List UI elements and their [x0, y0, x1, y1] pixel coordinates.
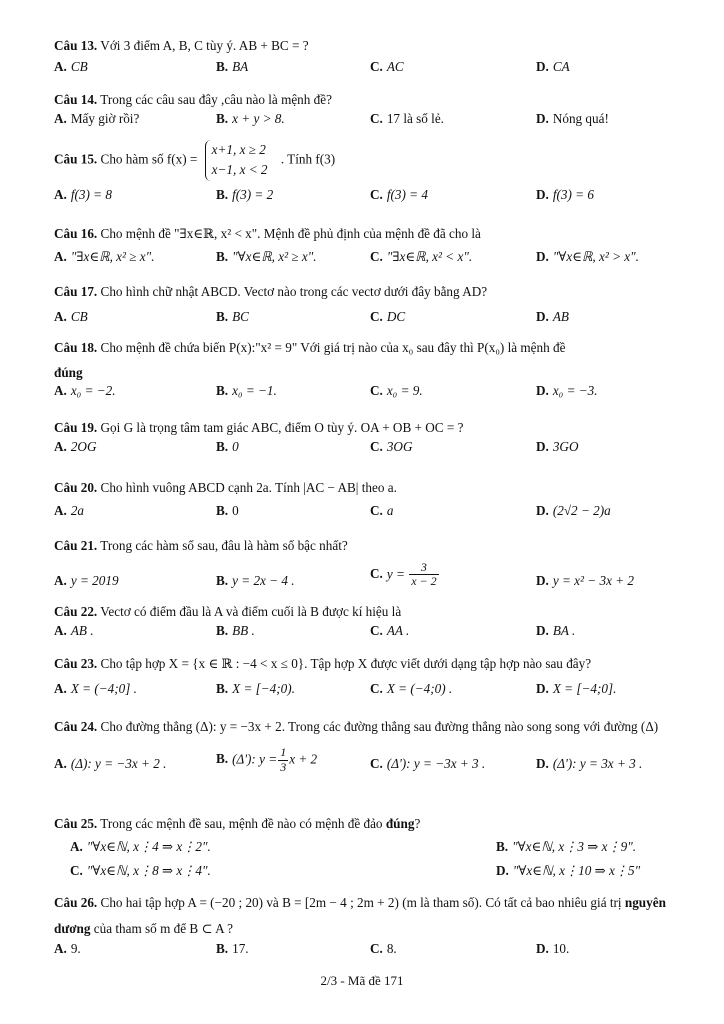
- question-text: Cho tập hợp X = {x ∈ ℝ : −4 < x ≤ 0}. Tập hợp X được viết dưới dạng tập hợp nào sau đây?: [100, 656, 592, 671]
- question-17: [54, 284, 674, 329]
- option-b[interactable]: B. BB .: [216, 622, 255, 638]
- option-c[interactable]: C. 17 là số lẻ.: [370, 110, 444, 126]
- question-number: Câu 15.: [54, 151, 98, 167]
- option-a[interactable]: A. CB: [54, 58, 88, 74]
- option-c[interactable]: C. f(3) = 4: [370, 186, 428, 202]
- option-a[interactable]: A. "∃x∈ℝ, x² ≥ x".: [54, 248, 155, 264]
- option-a[interactable]: A. X = (−4;0] .: [54, 680, 137, 696]
- question-16: [54, 226, 674, 269]
- option-a[interactable]: A. 2OG: [54, 438, 97, 454]
- question-number: Câu 13.: [54, 38, 98, 53]
- answer-options: [54, 309, 674, 329]
- option-c[interactable]: C. (Δ'): y = −3x + 3 .: [370, 755, 486, 771]
- question-text: Trong các hàm số sau, đâu là hàm số bậc nhất?: [100, 538, 348, 553]
- option-b[interactable]: B. (Δ'): y = $\frac{1}{3}$ x + 2: [216, 744, 318, 774]
- option-b[interactable]: B. y = 2x − 4 .: [216, 572, 295, 588]
- answer-options: [54, 59, 674, 79]
- question-text: Cho hình vuông ABCD cạnh 2a. Tính |AC − AB| theo a.: [100, 480, 397, 495]
- question-14: [54, 92, 674, 131]
- question-25: Câu 25. Trong các mệnh đề sau, mệnh đề nào có mệnh đề đảo đúng? A. "∀x∈ℕ, x⋮4 ⇒ x⋮2". B. "∀x∈ℕ, x⋮3 ⇒ x⋮9". C. "∀x∈ℕ, x⋮8 ⇒ x⋮4". D. "∀x∈ℕ, x⋮10 ⇒ x⋮5": [54, 816, 674, 883]
- question-24: [54, 714, 674, 780]
- question-number: Câu 21.: [54, 538, 98, 553]
- option-a[interactable]: A. f(3) = 8: [54, 186, 112, 202]
- option-c[interactable]: C. a: [370, 502, 394, 518]
- answer-options: [54, 187, 674, 207]
- question-text: Vectơ có điểm đầu là A và điểm cuối là B được kí hiệu là: [100, 604, 402, 619]
- question-number: Câu 23.: [54, 656, 98, 671]
- question-text: Trong các mệnh đề sau, mệnh đề nào có mệnh đề đảo: [100, 816, 383, 831]
- question-text: Gọi G là trọng tâm tam giác ABC, điểm O tùy ý. OA + OB + OC = ?: [100, 420, 464, 435]
- question-13: [54, 38, 674, 79]
- answer-options: [54, 941, 674, 961]
- option-d[interactable]: D. "∀x∈ℝ, x² > x".: [536, 248, 639, 264]
- question-number: Câu 19.: [54, 420, 98, 435]
- question-19: [54, 420, 674, 459]
- question-20: [54, 480, 674, 523]
- answer-options-row-2: [54, 863, 674, 883]
- answer-options: [54, 503, 674, 523]
- option-d[interactable]: D. AB: [536, 308, 569, 324]
- question-number: Câu 24.: [54, 719, 98, 734]
- question-number: Câu 25.: [54, 816, 98, 831]
- answer-options: [54, 111, 674, 131]
- option-b[interactable]: B. 17.: [216, 941, 249, 957]
- option-d[interactable]: D. (Δ'): y = 3x + 3 .: [536, 755, 643, 771]
- option-d[interactable]: D. 10.: [536, 941, 570, 957]
- option-d[interactable]: D. 3GO: [536, 438, 579, 454]
- page-footer: 2/3 - Mã đề 171: [320, 973, 404, 988]
- fraction: $\frac{1}{3}$: [280, 744, 287, 774]
- answer-options: [54, 681, 674, 701]
- option-b[interactable]: B. f(3) = 2: [216, 186, 274, 202]
- option-b[interactable]: B. x + y > 8.: [216, 110, 285, 126]
- option-b[interactable]: B. "∀x∈ℕ, x⋮3 ⇒ x⋮9".: [496, 838, 637, 854]
- question-23: [54, 656, 674, 701]
- option-a[interactable]: A. x₀ = −2.: [54, 383, 116, 398]
- answer-options: [54, 439, 674, 459]
- option-d[interactable]: D. BA .: [536, 622, 576, 638]
- option-b[interactable]: B. BA: [216, 58, 249, 74]
- option-d[interactable]: D. "∀x∈ℕ, x⋮10 ⇒ x⋮5": [496, 862, 641, 878]
- question-number: Câu 16.: [54, 226, 98, 241]
- option-c[interactable]: C. "∃x∈ℝ, x² < x".: [370, 248, 473, 264]
- option-d[interactable]: D. Nóng quá!: [536, 110, 609, 126]
- answer-options: [54, 559, 674, 595]
- option-b[interactable]: B. 0: [216, 502, 239, 518]
- question-text: Cho mệnh đề "∃x∈ℝ, x² < x". Mệnh đề phủ định của mệnh đề đã cho là: [100, 226, 481, 241]
- option-a[interactable]: A. Mấy giờ rồi?: [54, 110, 140, 126]
- question-number: Câu 26.: [54, 895, 98, 910]
- option-c[interactable]: C. 8.: [370, 941, 397, 957]
- question-text: Cho hai tập hợp A = (−20 ; 20) và B = [2m − 4 ; 2m + 2) (m là tham số). Có tất cả bao nhiêu giá trị: [100, 895, 622, 910]
- answer-options: [54, 623, 674, 643]
- question-number: Câu 18.: [54, 340, 98, 355]
- question-21: [54, 538, 674, 595]
- option-c[interactable]: C. "∀x∈ℕ, x⋮8 ⇒ x⋮4".: [70, 862, 211, 878]
- option-d[interactable]: D. f(3) = 6: [536, 186, 594, 202]
- option-b[interactable]: B. x₀ = −1.: [216, 383, 277, 398]
- option-c[interactable]: C. AA .: [370, 622, 410, 638]
- option-b[interactable]: B. "∀x∈ℝ, x² ≥ x".: [216, 248, 317, 264]
- question-number: Câu 17.: [54, 284, 98, 299]
- question-number: Câu 14.: [54, 92, 98, 107]
- fraction: $\frac{3}{x - 2}$: [411, 559, 437, 589]
- question-22: [54, 604, 674, 643]
- question-15: Câu 15. Cho hàm số f(x) = x+1, x ≥ 2 x−1, x < 2 . Tính f(3) A. f(3) = 8 B. f(3) = 2 C. f(3) = 4 D. f(3) = 6: [54, 140, 674, 207]
- option-a[interactable]: A. y = 2019: [54, 572, 119, 588]
- option-c[interactable]: C. X = (−4;0) .: [370, 680, 453, 696]
- question-text-bold: đúng: [54, 364, 83, 380]
- option-c[interactable]: C. y = $\frac{3}{x - 2}$: [370, 559, 437, 589]
- question-text: Cho mệnh đề chứa biến P(x):"x² = 9" Với giá trị nào của x₀ sau đây thì P(x₀) là mệnh đề: [100, 340, 566, 355]
- option-a[interactable]: A. 9.: [54, 941, 81, 957]
- answer-options: [54, 744, 674, 780]
- question-text: Với 3 điểm A, B, C tùy ý. AB + BC = ?: [100, 38, 309, 53]
- question-number: Câu 22.: [54, 604, 98, 619]
- option-b[interactable]: B. X = [−4;0).: [216, 680, 295, 696]
- option-c[interactable]: C. 3OG: [370, 438, 413, 454]
- option-c[interactable]: C. x₀ = 9.: [370, 383, 423, 398]
- question-text: Trong các câu sau đây ,câu nào là mệnh đề?: [100, 92, 332, 107]
- answer-options: [54, 249, 674, 269]
- piecewise-function: x+1, x ≥ 2 x−1, x < 2: [205, 140, 274, 181]
- option-b[interactable]: B. 0: [216, 438, 239, 454]
- question-18: [54, 340, 674, 403]
- option-a[interactable]: A. CB: [54, 308, 88, 324]
- option-d[interactable]: D. y = x² − 3x + 2: [536, 572, 635, 588]
- question-26: Câu 26. Cho hai tập hợp A = (−20 ; 20) và B = [2m − 4 ; 2m + 2) (m là tham số). Có tất cả bao nhiêu giá trị nguyên dương của tham số m để B ⊂ A ? A. 9. B. 17. C. 8. D. 10.: [54, 890, 674, 961]
- option-c[interactable]: C. DC: [370, 308, 406, 324]
- option-a[interactable]: A. (Δ): y = −3x + 2 .: [54, 755, 167, 771]
- question-text: Cho hình chữ nhật ABCD. Vectơ nào trong các vectơ dưới đây bằng AD?: [100, 284, 488, 299]
- question-text: Cho đường thẳng (Δ): y = −3x + 2. Trong các đường thẳng sau đường thẳng nào song song với đường (Δ): [100, 719, 659, 734]
- option-d[interactable]: D. CA: [536, 58, 570, 74]
- option-a[interactable]: A. "∀x∈ℕ, x⋮4 ⇒ x⋮2".: [70, 838, 211, 854]
- answer-options: [54, 383, 674, 403]
- option-a[interactable]: A. 2a: [54, 502, 85, 518]
- option-a[interactable]: A. AB .: [54, 622, 94, 638]
- option-c[interactable]: C. AC: [370, 58, 404, 74]
- option-d[interactable]: D. X = [−4;0].: [536, 680, 617, 696]
- option-b[interactable]: B. BC: [216, 308, 249, 324]
- answer-options-row-1: [54, 839, 674, 859]
- option-d[interactable]: D. x₀ = −3.: [536, 383, 598, 398]
- option-d[interactable]: D. (2√2 − 2)a: [536, 502, 611, 518]
- question-number: Câu 20.: [54, 480, 98, 495]
